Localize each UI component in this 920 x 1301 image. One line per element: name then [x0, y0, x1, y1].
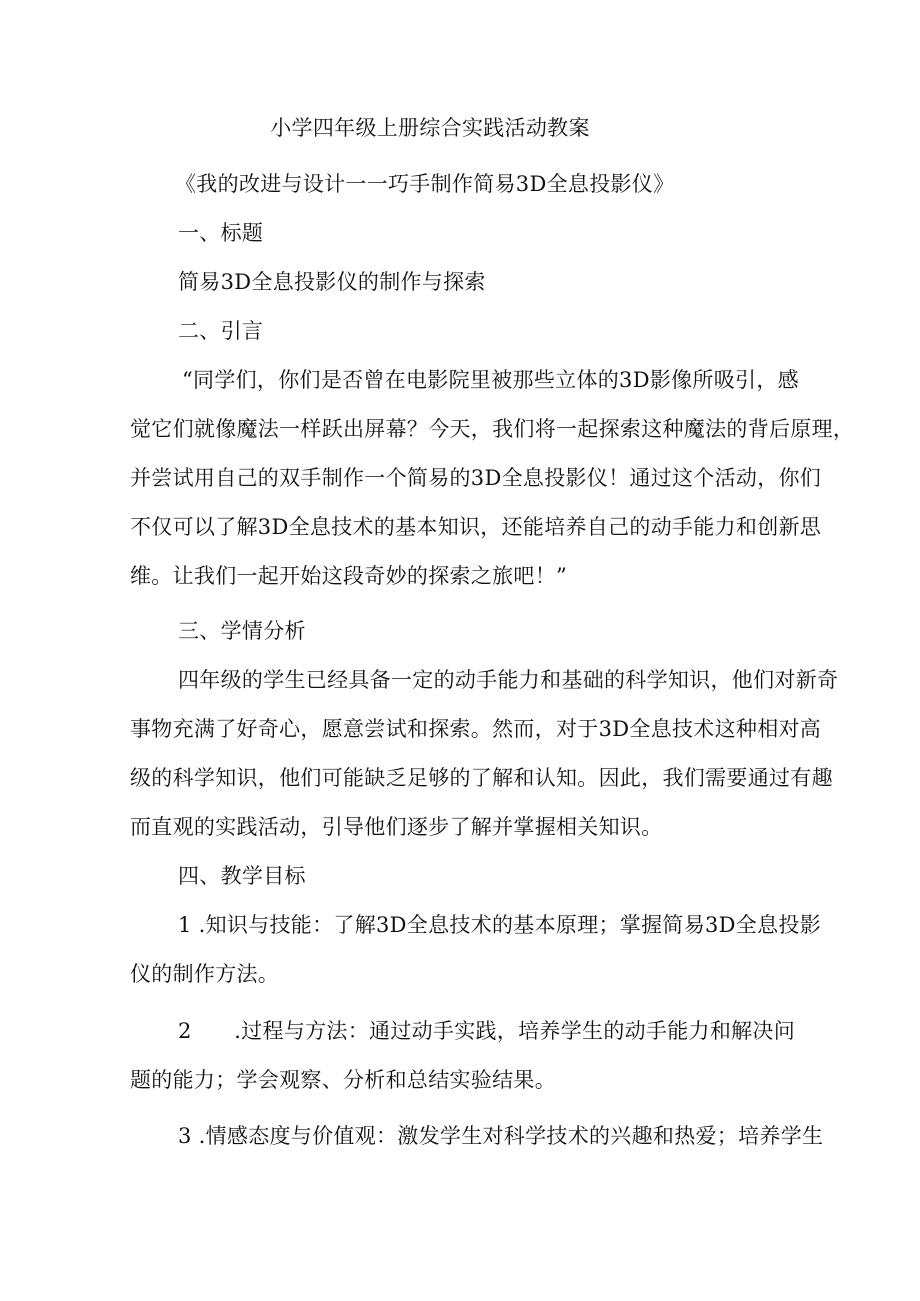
- objective-2-line-2: 题的能力；学会观察、分析和总结实验结果。: [130, 1068, 556, 1092]
- intro-line-4: 不仅可以了解3D全息技术的基本知识，还能培养自己的动手能力和创新思: [130, 515, 822, 539]
- section-heading-4: 四、教学目标: [178, 864, 306, 888]
- objective-3-line-1: 3 .情感态度与价值观：激发学生对科学技术的兴趣和热爱；培养学生: [178, 1124, 824, 1148]
- intro-line-3: 并尝试用自己的双手制作一个简易的3D全息投影仪！通过这个活动，你们: [130, 466, 822, 490]
- intro-line-2: 觉它们就像魔法一样跃出屏幕？今天，我们将一起探索这种魔法的背后原理，: [130, 417, 855, 441]
- analysis-line-3: 级的科学知识，他们可能缺乏足够的了解和认知。因此，我们需要通过有趣: [130, 766, 833, 790]
- section-heading-3: 三、学情分析: [178, 619, 306, 643]
- section-1-text: 简易3D全息投影仪的制作与探索: [178, 270, 486, 294]
- document-subtitle: 《我的改进与设计一一巧手制作简易3D全息投影仪》: [175, 172, 675, 196]
- section-heading-2: 二、引言: [178, 319, 264, 343]
- intro-line-5: 维。让我们一起开始这段奇妙的探索之旅吧！”: [130, 564, 568, 588]
- intro-line-1: “同学们，你们是否曾在电影院里被那些立体的3D影像所吸引，感: [182, 368, 799, 392]
- analysis-line-4: 而直观的实践活动，引导他们逐步了解并掌握相关知识。: [130, 815, 663, 839]
- objective-1-line-1: 1 .知识与技能：了解3D全息技术的基本原理；掌握简易3D全息投影: [178, 913, 822, 937]
- objective-2-line-1: 2 .过程与方法：通过动手实践，培养学生的动手能力和解决问: [178, 1019, 796, 1043]
- objective-1-line-2: 仪的制作方法。: [130, 962, 280, 986]
- document-title: 小学四年级上册综合实践活动教案: [270, 116, 590, 140]
- analysis-line-2: 事物充满了好奇心，愿意尝试和探索。然而，对于3D全息技术这种相对高: [130, 717, 822, 741]
- section-heading-1: 一、标题: [178, 221, 264, 245]
- analysis-line-1: 四年级的学生已经具备一定的动手能力和基础的科学知识，他们对新奇: [178, 668, 839, 692]
